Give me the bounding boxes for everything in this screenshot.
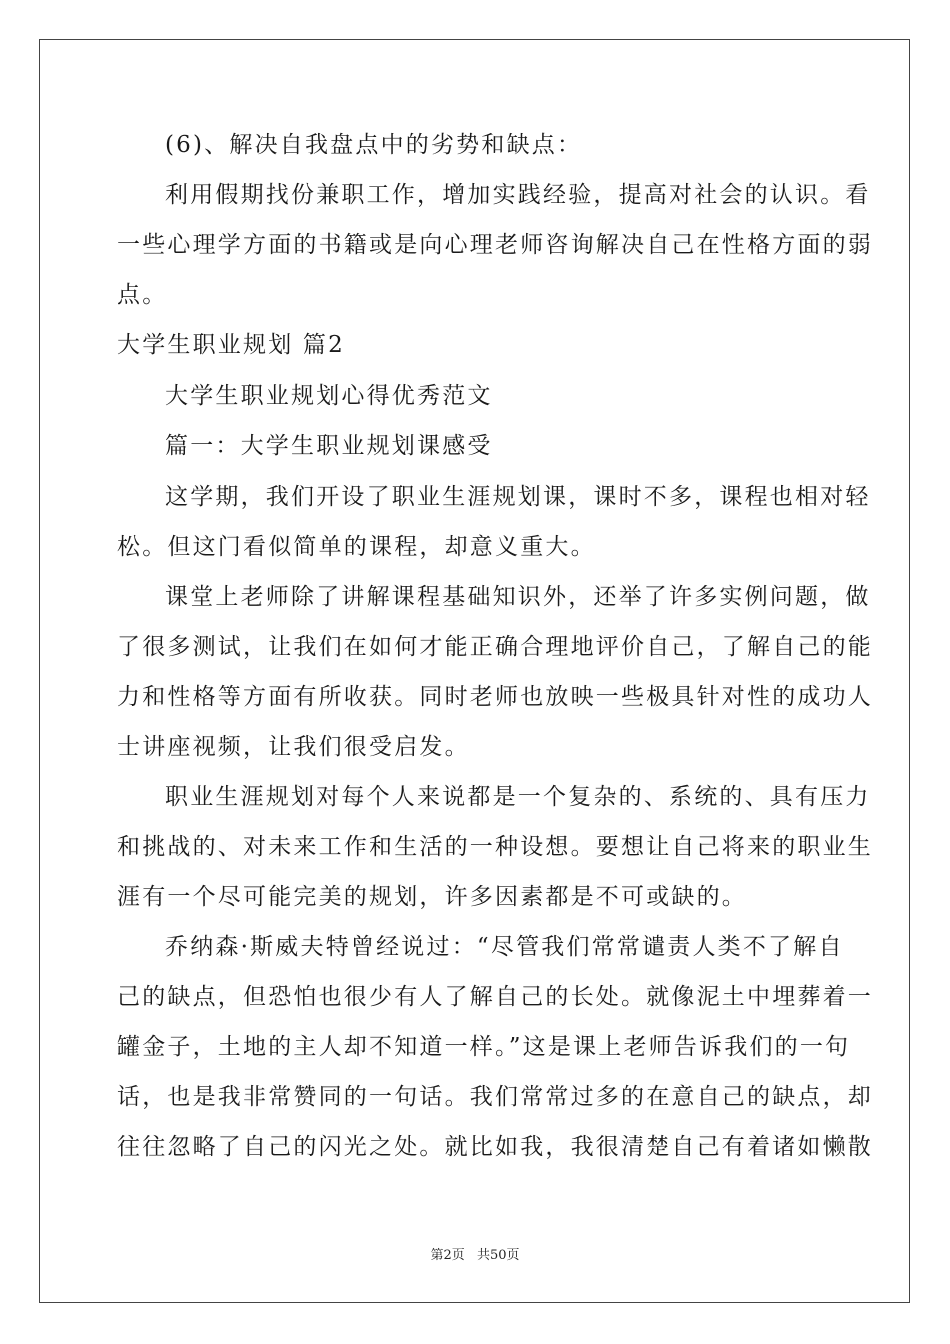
paragraph-line: 职业生涯规划对每个人来说都是一个复杂的、系统的、具有压力 xyxy=(165,784,871,810)
paragraph-line: 一些心理学方面的书籍或是向心理老师咨询解决自己在性格方面的弱 xyxy=(117,232,873,258)
paragraph-line: 士讲座视频，让我们很受启发。 xyxy=(117,734,470,760)
paragraph-line: 点。 xyxy=(117,282,168,308)
total-page-count: 共50页 xyxy=(476,1248,520,1263)
paragraph-line: 往往忽略了自己的闪光之处。就比如我，我很清楚自己有着诸如懒散 xyxy=(117,1134,873,1160)
paragraph-line: 己的缺点，但恐怕也很少有人了解自己的长处。就像泥土中埋葬着一 xyxy=(117,984,873,1010)
section-heading: 大学生职业规划 篇2 xyxy=(117,332,345,358)
page-footer xyxy=(0,1244,950,1263)
paragraph-line: 松。但这门看似简单的课程，却意义重大。 xyxy=(117,534,596,560)
paragraph-line: 利用假期找份兼职工作，增加实践经验，提高对社会的认识。看 xyxy=(165,182,871,208)
paragraph-line: 这学期，我们开设了职业生涯规划课，课时不多，课程也相对轻 xyxy=(165,484,871,510)
current-page-number: 第2页 xyxy=(430,1248,465,1263)
paragraph-line: 了很多测试，让我们在如何才能正确合理地评价自己，了解自己的能 xyxy=(117,634,873,660)
paragraph-line: 和挑战的、对未来工作和生活的一种设想。要想让自己将来的职业生 xyxy=(117,834,873,860)
paragraph-line: 话，也是我非常赞同的一句话。我们常常过多的在意自己的缺点，却 xyxy=(117,1084,873,1110)
article-title: 大学生职业规划心得优秀范文 xyxy=(165,383,493,409)
paragraph-line: (6)、解决自我盘点中的劣势和缺点： xyxy=(165,132,583,158)
article-subtitle: 篇一：大学生职业规划课感受 xyxy=(165,433,493,459)
paragraph-line: 课堂上老师除了讲解课程基础知识外，还举了许多实例问题，做 xyxy=(165,584,871,610)
paragraph-line: 力和性格等方面有所收获。同时老师也放映一些极具针对性的成功人 xyxy=(117,684,873,710)
paragraph-line: 乔纳森·斯威夫特曾经说过：“尽管我们常常谴责人类不了解自 xyxy=(165,934,844,960)
paragraph-line: 罐金子，土地的主人却不知道一样。”这是课上老师告诉我们的一句 xyxy=(117,1034,851,1060)
paragraph-line: 涯有一个尽可能完美的规划，许多因素都是不可或缺的。 xyxy=(117,884,747,910)
